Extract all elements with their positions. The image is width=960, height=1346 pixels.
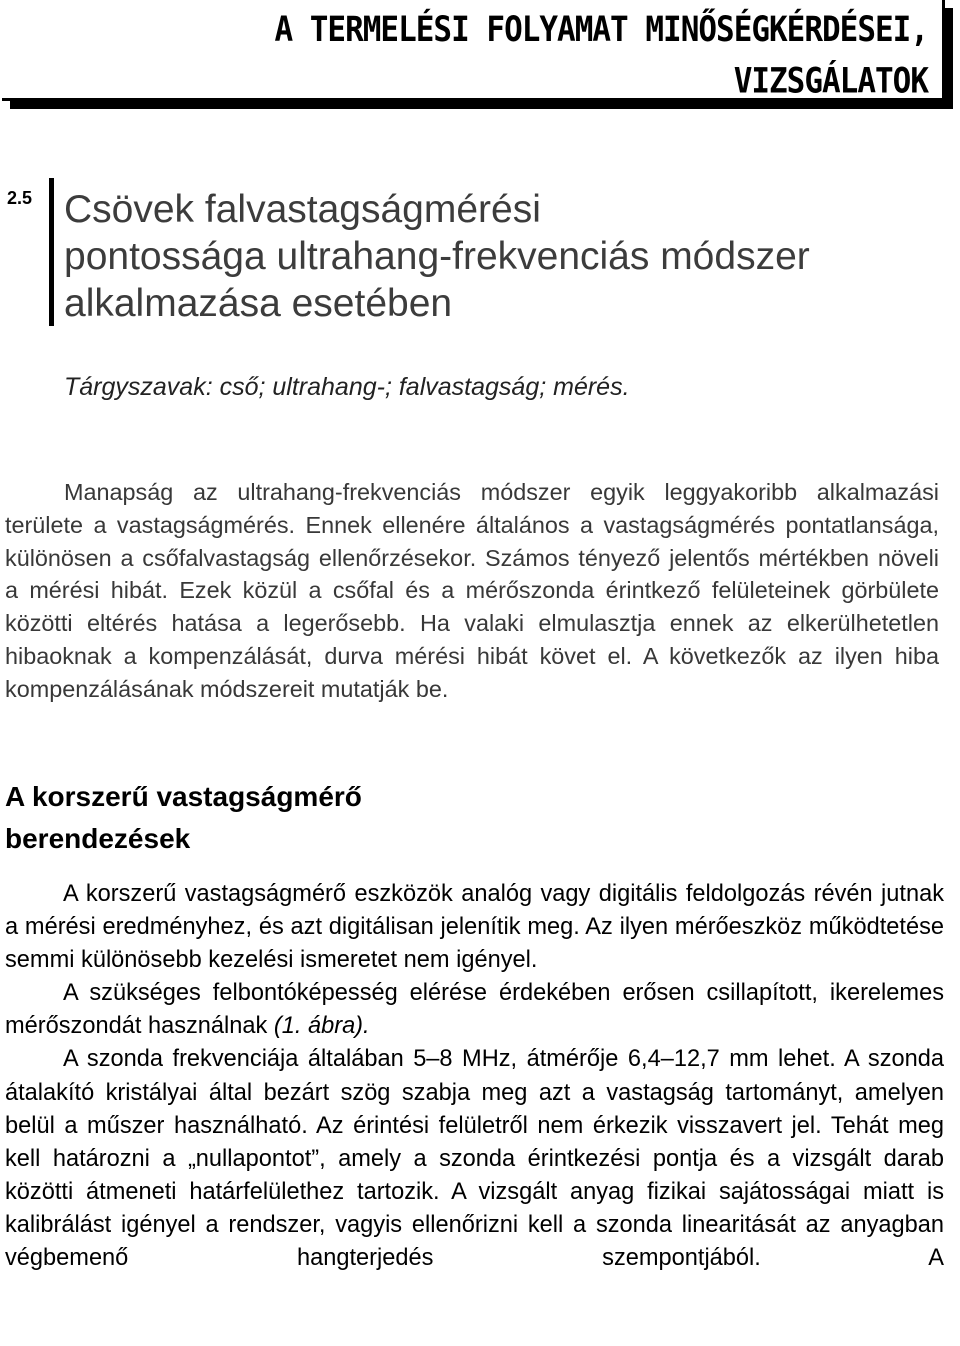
body-text xyxy=(5,878,944,1275)
body-paragraph-3: A szonda frekvenciája általában 5–8 MHz, átmérője 6,4–12,7 mm lehet. A szonda átalakító kristályai által bezárt szög szabja meg azt a vastagság tartományt, amelyen belül a műszer használható. Az érintési felületről nem érkezik visszavert jel. Tehát meg kell határozni a „nullapontot”, amely a szonda érintkezési pontja és a vizsgált darab közötti átmeneti határfelülethez tartozik. A vizsgált anyag fizikai sajátosságai miatt is kalibrálást igényel a rendszer, vagyis ellenőrizni kell a szonda linearitását az anyagban végbemenő hangterjedés szempontjából. A xyxy=(5,1046,944,1272)
figure-reference: (1. ábra). xyxy=(273,1013,370,1040)
body-paragraph-1: A korszerű vastagságmérő eszközök analóg vagy digitális feldolgozás révén jutnak a mérési eredményhez, és azt digitálisan jelenítik meg. Az ilyen mérőeszköz működtetése semmi különösebb kezelési ismeretet nem igényel. xyxy=(5,881,944,974)
running-header-title xyxy=(28,4,928,107)
abstract-paragraph: Manapság az ultrahang-frekvenciás módszer egyik leggyakoribb alkalmazási területe a vastagságmérés. Ennek ellenére általános a vastagságmérés pontatlansága, különösen a csőfalvastagság ellenőrzésekor. Számos tényező jelentős mértékben növeli a mérési hibát. Ezek közül a csőfal és a mérőszonda érintkező felületeinek görbülete közötti eltérés hatása a legerősebb. Ha valaki elmulasztja ennek az elkerülhetetlen hibaoknak a kompenzálását, durva mérési hibát követ el. A következők az ilyen hiba kompenzálásának módszereit mutatják be. xyxy=(5,479,939,702)
subsection-heading xyxy=(5,776,605,860)
running-header xyxy=(2,0,945,101)
section-number: 2.5 xyxy=(7,188,33,208)
body-paragraph-2 xyxy=(5,977,944,1043)
running-header-title-line1: A TERMELÉSI FOLYAMAT MINŐSÉGKÉRDÉSEI, xyxy=(274,9,928,50)
running-header-title-line2: VIZSGÁLATOK xyxy=(733,61,928,102)
section-title-line3: alkalmazása esetében xyxy=(64,282,453,325)
section-title-line2: pontossága ultrahang-frekvenciás módszer xyxy=(64,235,810,278)
section-title xyxy=(64,186,954,327)
section-title-line1: Csövek falvastagságmérési xyxy=(64,188,541,231)
subsection-heading-line2: berendezések xyxy=(5,823,191,854)
body-paragraph-2-text: A szükséges felbontóképesség elérése érdekében erősen csillapított, ikerelemes mérőszondát használnak xyxy=(5,980,944,1040)
keywords: Tárgyszavak: cső; ultrahang-; falvastagság; mérés. xyxy=(64,373,630,401)
section-heading-bar xyxy=(49,178,54,326)
subsection-heading-line1: A korszerű vastagságmérő xyxy=(5,781,362,812)
